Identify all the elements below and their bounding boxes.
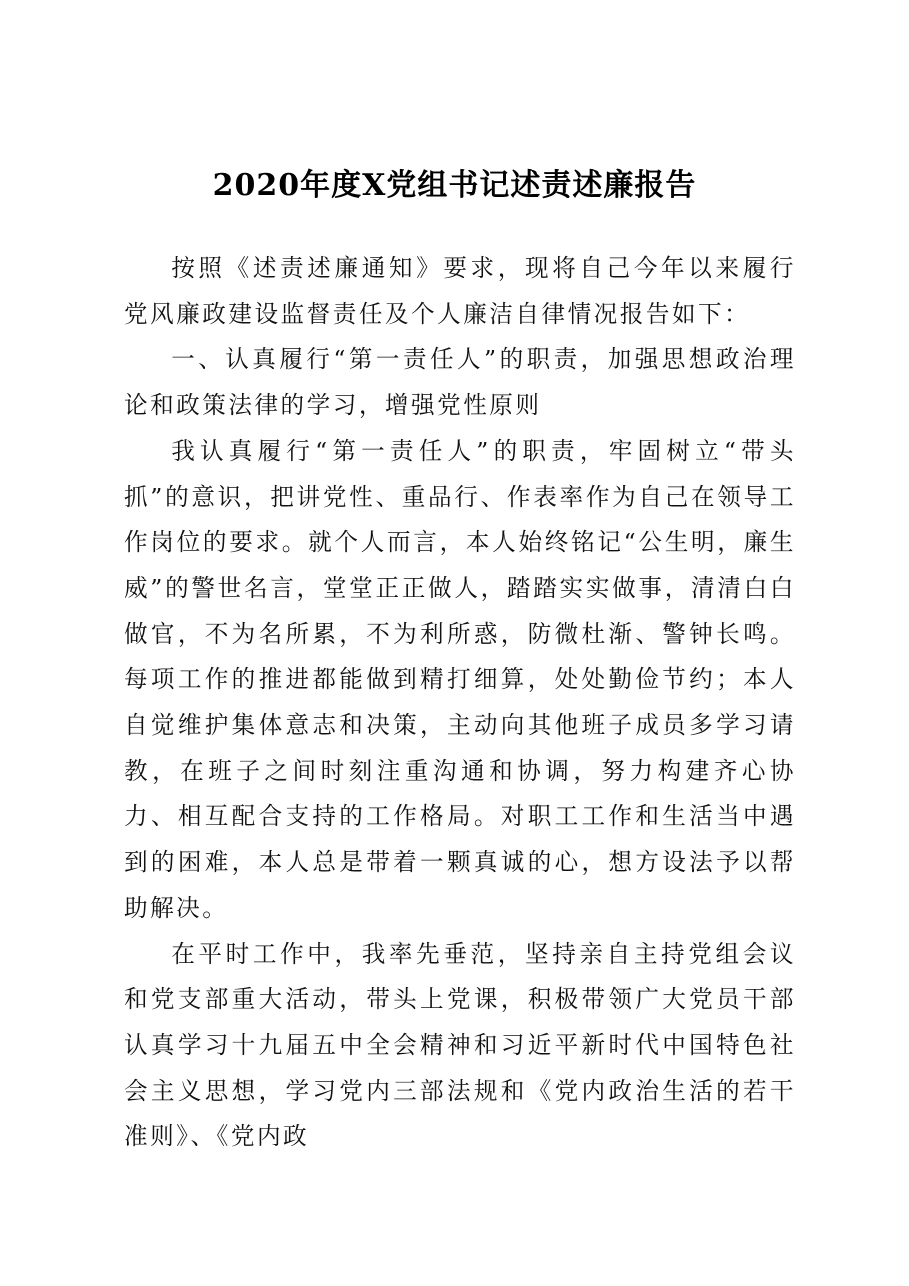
paragraph-daily-work: 在平时工作中，我率先垂范，坚持亲自主持党组会议和党支部重大活动，带头上党课，积极带领广大党员干部认真学习十九届五中全会精神和习近平新时代中国特色社会主义思想，学习党内三部法规和《党内政治生活的若干准则》、《党内政 [124,939,796,1151]
section-heading-1: 一、认真履行“第一责任人”的职责，加强思想政治理论和政策法律的学习，增强党性原则 [124,345,796,420]
document-body [124,246,796,1160]
document-title: 2020年度X党组书记述责述廉报告 [212,168,697,203]
paragraph-intro: 按照《述责述廉通知》要求，现将自己今年以来履行党风廉政建设监督责任及个人廉洁自律情况报告如下： [124,254,796,328]
paragraph-responsibility: 我认真履行“第一责任人”的职责，牢固树立“带头抓”的意识，把讲党性、重品行、作表率作为自己在领导工作岗位的要求。就个人而言，本人始终铭记“公生明，廉生威”的警世名言，堂堂正正做人，踏踏实实做事，清清白白做官，不为名所累，不为利所惑，防微杜渐、警钟长鸣。每项工作的推进都能做到精打细算，处处勤俭节约；本人自觉维护集体意志和决策，主动向其他班子成员多学习请教，在班子之间时刻注重沟通和协调，努力构建齐心协力、相互配合支持的工作格局。对职工工作和生活当中遇到的困难，本人总是带着一颗真诚的心，想方设法予以帮助解决。 [124,436,796,922]
